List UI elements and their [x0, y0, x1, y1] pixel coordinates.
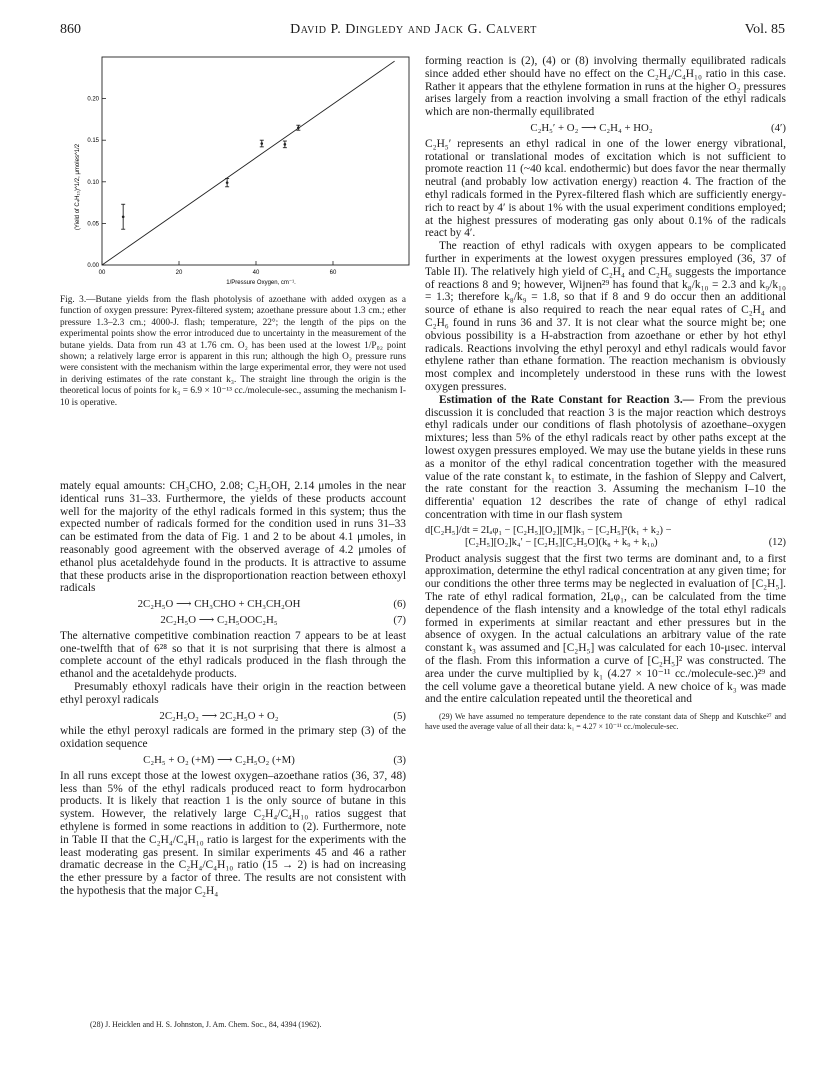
section-title: Estimation of the Rate Constant for Reaction 3.—	[439, 393, 695, 406]
left-column	[60, 480, 406, 898]
figure-caption-text: —Butane yields from the flash photolysis of azoethane with added oxygen as a function of oxygen pressure: Pyrex-filtered system; azoethane pressure about 1.3 cm.; ether pressure 1.3–2.3 cm.; 4000-J. flash; temperature, 22°; the length of the pips on the experimental points show the error introduced due to uncertainty in the measurement of the butane yields. Data from run 43 at 1.76 cm. O₂ has been used at the lowest 1/P₀₂ point shown; a relatively large error is apparent in this run; although the high O₂ pressure runs were consistent with the mechanism within the large experimental error, they were not used in deriving estimates of the rate constant k₃. The straight line through the origin is the theoretical locus of points for k₃ = 6.9 × 10⁻¹³ cc./molecule-sec., assuming the mechanism I-10 is operative.	[60, 295, 406, 408]
y-tick-label: 0.05	[87, 221, 99, 228]
x-axis-label: 1/Pressure Oxygen, cm⁻¹.	[226, 280, 296, 286]
data-point	[297, 126, 300, 129]
equation-number: (5)	[393, 709, 406, 722]
equation-number: (6)	[393, 598, 406, 611]
equation-number: (3)	[393, 753, 406, 766]
equation-body: 2C₂H₅O ⟶ CH₃CHO + CH₃CH₂OH	[137, 598, 301, 611]
equation-number: (7)	[393, 613, 406, 626]
paragraph-text: From the previous discussion it is concluded that reaction 3 is the major reaction which destroys ethyl radicals under our conditions of flash photolysis of azoethane–oxygen mixtures; less than 5% of the ethyl radicals react by other paths except at the lowest oxygen pressures employed. We may use the butane yields in these runs as a monitor of the ethyl radical concentration together with the measured value of the rate constant k₁ to estimate, in the fashion of Sleppy and Calvert, the rate constant for the reaction 3. Assuming the mechanism I–10 the differentia' equation 12 describes the rate of change of ethyl radical concentration with time in our flash system	[425, 393, 786, 521]
figure-caption	[60, 295, 406, 409]
running-header-authors: David P. Dingledy and Jack G. Calvert	[290, 22, 537, 37]
x-tick-label: 20	[175, 270, 183, 276]
equation-body: 2C₂H₅O ⟶ C₂H₅OOC₂H₅	[160, 613, 278, 626]
equation-line: d[C₂H₅]/dt = 2Iₐφ₁ − [C₂H₅][O₂][M]k₃ − [C₂H₅]²(k₁ + k₂) −	[425, 524, 672, 536]
equation-number: (12)	[768, 537, 786, 549]
equation-line-row	[425, 537, 786, 550]
paragraph: while the ethyl peroxyl radicals are formed in the primary step (3) of the oxidation sequence	[60, 725, 406, 751]
y-tick-label: 0.20	[87, 96, 99, 103]
equation-4-prime	[425, 122, 786, 135]
equation-number: (4′)	[771, 121, 786, 134]
equation-5	[60, 710, 406, 723]
y-tick-label: 0.00	[87, 263, 99, 269]
paragraph: Presumably ethoxyl radicals have their origin in the reaction between ethyl peroxyl radicals	[60, 680, 406, 706]
data-point	[260, 142, 263, 145]
equation-body: 2C₂H₅O₂ ⟶ 2C₂H₅O + O₂	[159, 709, 279, 722]
equation-7	[60, 614, 406, 627]
paragraph: The alternative competitive combination reaction 7 appears to be at least one-twelfth that of 6²⁸ so that it is not surprising that there is almost a complete account of the ethyl radicals produced in the flash through the ethanol and the acetaldehyde products.	[60, 629, 406, 681]
paragraph: Product analysis suggest that the first two terms are dominant and, to a first approximation, determine the ethyl radical concentration at any given time; for our conditions the other three terms may be neglected in evaluation of [C₂H₅]. The rate of ethyl radical formation, 2Iₐφ₁, can be calculated from the time dependence of the flash intensity and a knowledge of the total ethyl radicals formed in experiments at similar reactant and ether pressures but in the absence of oxygen. In the actual calculations an arbitrary value of the rate constant k₃ was assumed and [C₂H₅] was calculated for each 10-μsec. interval of the flash. From this information a curve of [C₂H₅]² was constructed. The area under the curve multiplied by k₁ (4.27 × 10⁻¹¹ cc./molecule-sec.)²⁹ and the cell volume gave a theoretical butane yield. A new choice of k₃ was made and the entire calculation repeated until the theoretical and	[425, 552, 786, 706]
paragraph: The reaction of ethyl radicals with oxygen appears to be complicated further in experiments at the lowest oxygen pressures employed (36, 37 of Table II). The relatively high yield of C₂H₄ and C₂H₆ suggests the importance of reactions 8 and 9; however, Wijnen²⁹ has found that k₈/k₁₀ = 2.3 and k₉/k₁₀ = 1.3; therefore k₈/k₉ = 1.8, so that if 8 and 9 do occur then an additional source of ethane is also required to reach the near equal rates of C₂H₄ and C₂H₆ found in runs 36 and 37. It is not clear what the source might be; one obvious possibility is a H-abstraction from azoethane or ether by hot ethyl radicals. Reactions involving the ethyl peroxyl and ethyl radicals would favor ethylene rather than ethane formation. The reaction mechanism is obviously most complex and incompletely understood in these runs with the lowest oxygen pressures.	[425, 240, 786, 393]
figure-caption-label: Fig. 3.	[60, 295, 87, 305]
equation-12	[425, 525, 786, 550]
equation-body: C₂H₅′ + O₂ ⟶ C₂H₄ + HO₂	[530, 121, 653, 134]
footnote-28: (28) J. Heicklen and H. S. Johnston, J. Am. Chem. Soc., 84, 4394 (1962).	[90, 1020, 322, 1029]
plot-frame	[102, 57, 409, 265]
data-point	[122, 215, 125, 218]
x-tick-label: 00	[98, 270, 106, 276]
paragraph: forming reaction is (2), (4) or (8) involving thermally equilibrated radicals since added ether should have no effect on the C₂H₄/C₄H₁₀ ratio in this case. Rather it appears that the ethylene formation in runs at the higher O₂ pressures arises largely from a reaction involving a small fraction of the ethyl radicals which are non-thermally equilibrated	[425, 55, 786, 119]
y-axis-label: (Yield of C₄H₁₀)^1/2, μmoles^1/2	[75, 143, 81, 231]
data-point	[284, 143, 287, 146]
equation-line: [C₂H₅][O₂]k₄′ − [C₂H₅][C₂H₅O](k₈ + k₉ + k₁₀)	[465, 537, 658, 549]
equation-3	[60, 754, 406, 767]
figure-3-chart	[60, 52, 410, 287]
y-tick-label: 0.10	[87, 179, 99, 186]
paragraph: In all runs except those at the lowest oxygen–azoethane ratios (36, 37, 48) less than 5% of the ethyl radicals produced react to form hydrocarbon products. It is likely that reaction 1 is the only source of butane in this system. However, the relatively large C₂H₄/C₄H₁₀ ratios suggest that ethylene is formed in some reactions in addition to (2). Furthermore, note in Table II that the C₂H₄/C₄H₁₀ ratio is largest for the experiments with the least moderating gas present. In similar experiments 45 and 46 a rather dramatic decrease in the C₂H₄/C₄H₁₀ ratio (15 → 2) is had on increasing the ether pressure by a factor of three. The results are not consistent with the hypothesis that the major C₂H₄	[60, 769, 406, 897]
y-tick-label: 0.15	[87, 138, 99, 145]
right-column	[425, 55, 786, 731]
equation-body: C₂H₅ + O₂ (+M) ⟶ C₂H₅O₂ (+M)	[143, 753, 295, 766]
volume-label: Vol. 85	[744, 22, 785, 37]
equation-6	[60, 598, 406, 611]
fit-line	[102, 61, 395, 265]
paragraph: C₂H₅′ represents an ethyl radical in one of the lower energy vibrational, rotational or translational modes of excitation which is not sufficient to promote reaction 11 (~40 kcal. endothermic) but does favor the near thermally neutral (and probably low activation energy) reaction 4. The fraction of the ethyl radicals formed in the Pyrex-filtered flash which are sufficiently energy-rich to react by 4′ is about 1% with the usual experiment conditions employed; at the highest pressures of moderating gas only about 0.1% of the radicals react by 4′.	[425, 137, 786, 240]
footnote-29: (29) We have assumed no temperature dependence to the rate constant data of Shepp and Kutschke²⁷ and have used the average value of all their data: k₁ = 4.27 × 10⁻¹¹ cc./molecule-sec.	[425, 712, 786, 731]
data-point	[226, 181, 229, 184]
x-tick-label: 40	[252, 270, 260, 276]
paragraph	[425, 394, 786, 522]
paragraph: mately equal amounts: CH₃CHO, 2.08; C₂H₅OH, 2.14 μmoles in the near identical runs 31–33. Furthermore, the yields of these products account well for the majority of the ethyl radicals formed in this system; thus the expected number of radicals formed for the condition used in runs 31–33 can be estimated from the data of Fig. 1 and 2 to be about 4.1 μmoles, in reasonably good agreement with the observed average of 4.2 μmoles of ethanol plus acetaldehyde found in the products. It is attractive to assume that these products arise in the disproportionation reaction between ethoxyl radicals	[60, 480, 406, 595]
page-number: 860	[60, 22, 81, 37]
x-tick-label: 60	[329, 270, 337, 276]
